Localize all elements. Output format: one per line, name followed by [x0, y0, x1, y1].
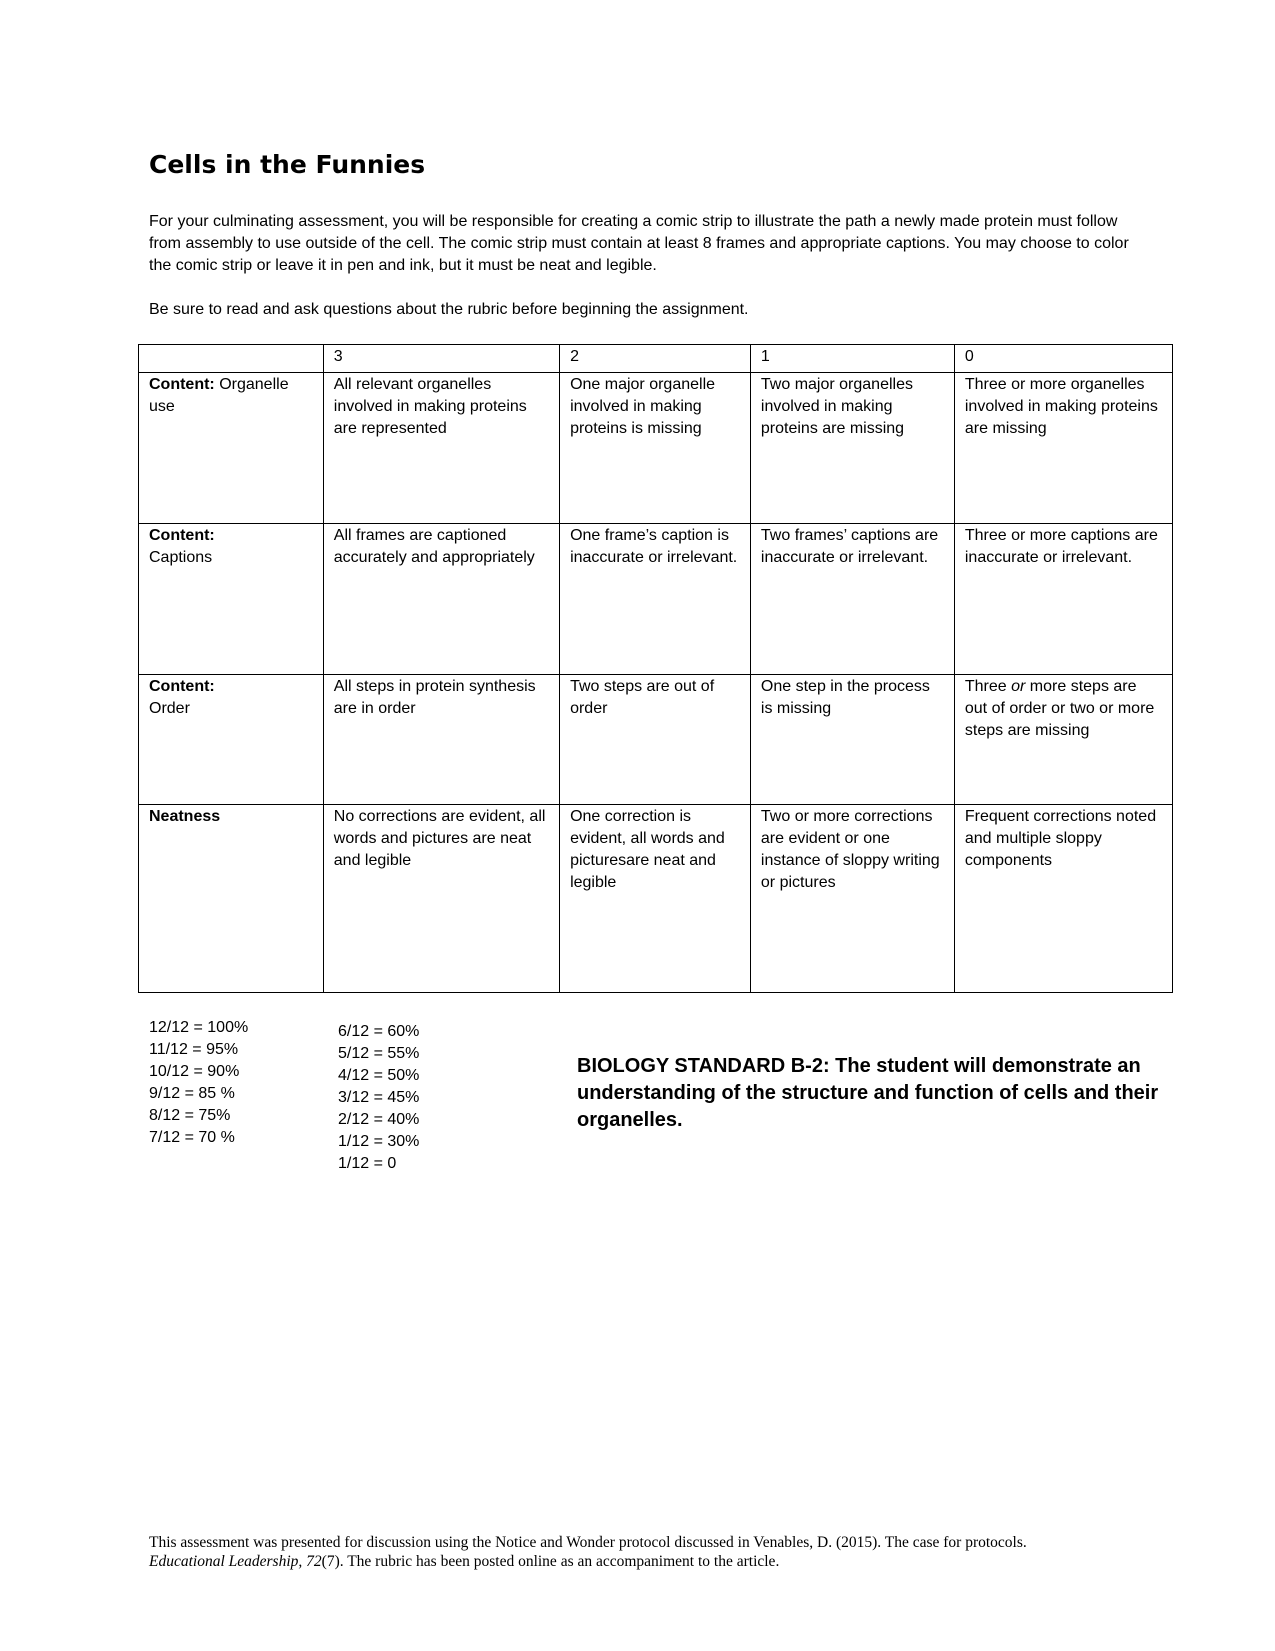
rubric-row-neatness: [139, 805, 1173, 993]
grade-scale-item: 11/12 = 95%: [149, 1041, 239, 1058]
grade-scale-item: 2/12 = 40%: [338, 1111, 420, 1128]
biology-standard: BIOLOGY STANDARD B-2: The student will demonstrate an understanding of the structure and function of cells and their organelles.: [577, 1055, 1159, 1131]
rubric-row-captions: [139, 524, 1173, 675]
grade-scale-item: 3/12 = 45%: [338, 1089, 420, 1106]
rubric-cell: No corrections are evident, all words and pictures are neat and legible: [323, 805, 559, 993]
intro-paragraph: For your culminating assessment, you will be responsible for creating a comic strip to illustrate the path a newly made protein must follow from assembly to use outside of the cell. The comic strip must contain at least 8 frames and appropriate captions. You may choose to color the comic strip or leave it in pen and ink, but it must be neat and legible.: [149, 213, 1129, 274]
footer-issue: (7). The rubric has been posted online as an accompaniment to the article.: [321, 1553, 780, 1570]
criterion-cell: [139, 373, 324, 524]
rubric-cell: One step in the process is missing: [750, 675, 954, 805]
rubric-cell: Frequent corrections noted and multiple sloppy components: [954, 805, 1172, 993]
header-score-3: 3: [323, 345, 559, 373]
instruction-paragraph: Be sure to read and ask questions about the rubric before beginning the assignment.: [149, 301, 749, 318]
header-score-0: 0: [954, 345, 1172, 373]
grade-scale-item: 7/12 = 70 %: [149, 1129, 235, 1146]
criterion-label: Content:: [149, 527, 215, 544]
criterion-label: Neatness: [149, 808, 221, 825]
rubric-table: [138, 344, 1173, 993]
grade-scale-high: [149, 1017, 248, 1149]
rubric-header-row: [139, 345, 1173, 373]
criterion-detail: Captions: [149, 549, 213, 566]
grade-scale-item: 12/12 = 100%: [149, 1019, 249, 1036]
header-score-2: 2: [560, 345, 751, 373]
rubric-cell: One correction is evident, all words and picturesare neat and legible: [560, 805, 751, 993]
grade-scale-item: 9/12 = 85 %: [149, 1085, 235, 1102]
criterion-cell: [139, 805, 324, 993]
criterion-cell: [139, 524, 324, 675]
grade-scale-low: [338, 1021, 419, 1175]
grade-scale-item: 4/12 = 50%: [338, 1067, 420, 1084]
rubric-cell: All relevant organelles involved in making proteins are represented: [323, 373, 559, 524]
rubric-cell: One frame’s caption is inaccurate or irrelevant.: [560, 524, 751, 675]
footer-citation: [149, 1533, 1149, 1571]
rubric-cell: Two frames’ captions are inaccurate or irrelevant.: [750, 524, 954, 675]
rubric-cell: All frames are captioned accurately and appropriately: [323, 524, 559, 675]
rubric-cell: Three or more organelles involved in making proteins are missing: [954, 373, 1172, 524]
grade-scale-item: 6/12 = 60%: [338, 1023, 420, 1040]
header-empty-cell: [139, 345, 324, 373]
header-score-1: 1: [750, 345, 954, 373]
criterion-label: Content:: [149, 678, 215, 695]
rubric-cell: One major organelle involved in making proteins is missing: [560, 373, 751, 524]
rubric-cell: Two steps are out of order: [560, 675, 751, 805]
grade-scale-item: 8/12 = 75%: [149, 1107, 231, 1124]
footer-journal: Educational Leadership, 72: [149, 1553, 322, 1570]
rubric-cell: All steps in protein synthesis are in order: [323, 675, 559, 805]
grade-scale-item: 1/12 = 0: [338, 1155, 397, 1172]
grade-scale-item: 1/12 = 30%: [338, 1133, 420, 1150]
rubric-cell: Three or more captions are inaccurate or irrelevant.: [954, 524, 1172, 675]
page-title: Cells in the Funnies: [149, 150, 426, 179]
rubric-row-order: [139, 675, 1173, 805]
rubric-row-organelle-use: [139, 373, 1173, 524]
grade-scale-item: 10/12 = 90%: [149, 1063, 240, 1080]
rubric-cell: Two or more corrections are evident or one instance of sloppy writing or pictures: [750, 805, 954, 993]
criterion-detail: Organelle use: [149, 376, 289, 415]
grade-scale-item: 5/12 = 55%: [338, 1045, 420, 1062]
criterion-cell: [139, 675, 324, 805]
rubric-cell: Two major organelles involved in making proteins are missing: [750, 373, 954, 524]
rubric-cell: Three or more steps are out of order or two or more steps are missing: [954, 675, 1172, 805]
footer-line-1: This assessment was presented for discussion using the Notice and Wonder protocol discussed in Venables, D. (2015). The case for protocols.: [149, 1534, 1027, 1551]
criterion-detail: Order: [149, 700, 190, 717]
criterion-label: Content:: [149, 376, 215, 393]
